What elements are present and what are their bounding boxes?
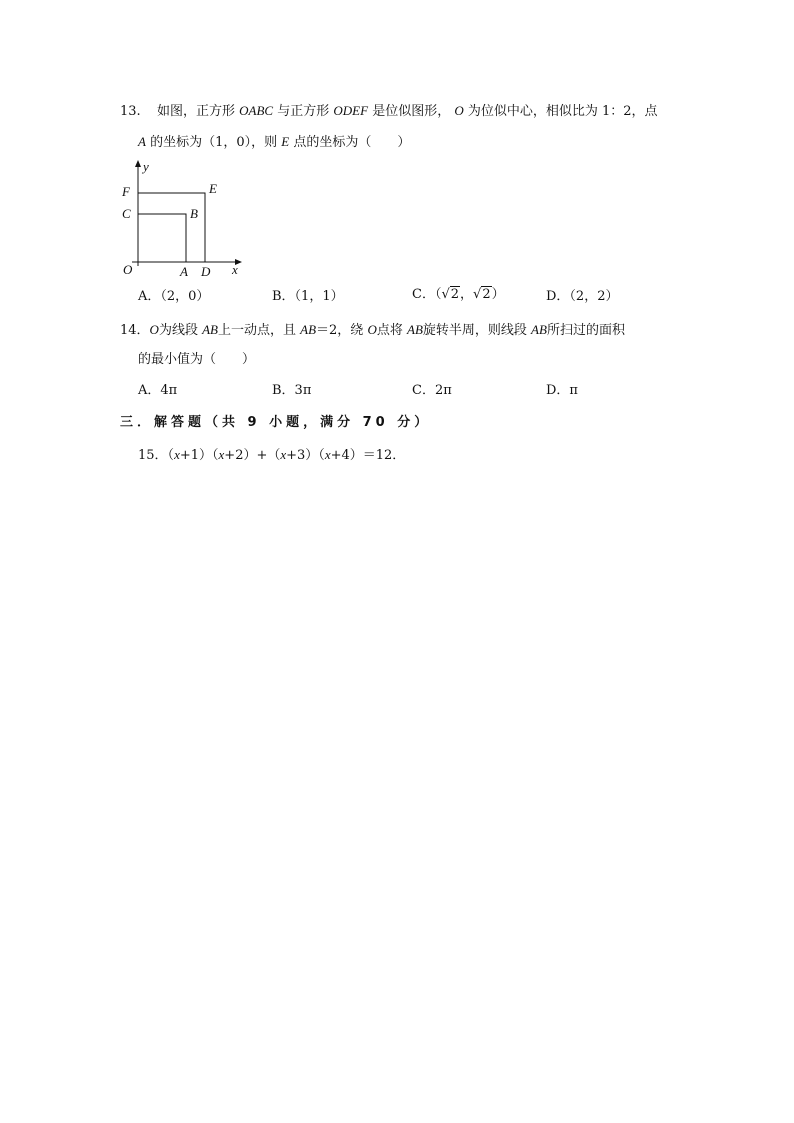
q13-o: O [454, 103, 464, 118]
q13-line1 [120, 102, 658, 121]
y-axis-arrow [135, 160, 141, 167]
q13-option-b[interactable]: B．（1，1） [272, 289, 344, 304]
q13-text-d: 为位似中心，相似比为 1：2，点 [467, 104, 658, 119]
q13-line2 [138, 133, 410, 152]
q13-option-c[interactable] [412, 286, 505, 304]
q13-odef: ODEF [333, 103, 369, 118]
square-oabc [138, 214, 186, 262]
label-f: F [122, 184, 130, 199]
q14-option-d[interactable]: D．π [546, 383, 578, 398]
q14-line2: 的最小值为（ ） [138, 352, 256, 367]
q14-line1: 14．O为线段 AB上一动点，且 AB＝2，绕 O点将 AB旋转半周，则线段 AB所扫过的面积 [120, 322, 625, 338]
label-x: x [232, 262, 238, 277]
q15-number: 15． [138, 448, 168, 463]
q13-option-a[interactable]: A．（2，0） [138, 289, 210, 304]
q13-text-a: 如图，正方形 [156, 104, 235, 119]
q14-option-c[interactable]: C．2π [412, 383, 452, 398]
label-o: O [123, 262, 133, 277]
q13-option-c-suffix: ） [491, 287, 505, 302]
q13-number: 13. [120, 104, 141, 119]
q13-line2-b: 点的坐标为（ ） [293, 135, 411, 150]
label-c: C [122, 206, 131, 221]
q14-option-a[interactable]: A．4π [138, 383, 178, 398]
label-e: E [209, 181, 217, 196]
square-odef [138, 193, 205, 262]
label-a: A [180, 264, 188, 279]
q13-option-c-prefix: C．（ [412, 287, 442, 302]
sqrt-2-first: √2 [441, 287, 460, 302]
label-d: D [201, 264, 211, 279]
q13-text-b: 与正方形 [277, 104, 330, 119]
label-y: y [143, 159, 149, 174]
q13-text-c: 是位似图形， [372, 104, 451, 119]
q13-figure [118, 156, 250, 280]
q13-option-d[interactable]: D．（2，2） [546, 289, 619, 304]
q13-oabc: OABC [239, 103, 274, 118]
sqrt-2-second: √2 [473, 287, 491, 302]
q13-option-c-sep: ， [460, 287, 474, 302]
q13-a-var: A [138, 134, 146, 149]
q14-number: 14． [120, 323, 150, 338]
q15-line: 15．（x+1）（x+2）+（x+3）（x+4）＝12． [138, 447, 406, 463]
section-3-heading: 三．解答题（共 9 小题，满分 70 分） [120, 415, 432, 430]
q13-e-var: E [281, 134, 290, 149]
q13-line2-a: 的坐标为（1，0），则 [150, 135, 278, 150]
label-b: B [190, 206, 198, 221]
q14-option-b[interactable]: B．3π [272, 383, 312, 398]
